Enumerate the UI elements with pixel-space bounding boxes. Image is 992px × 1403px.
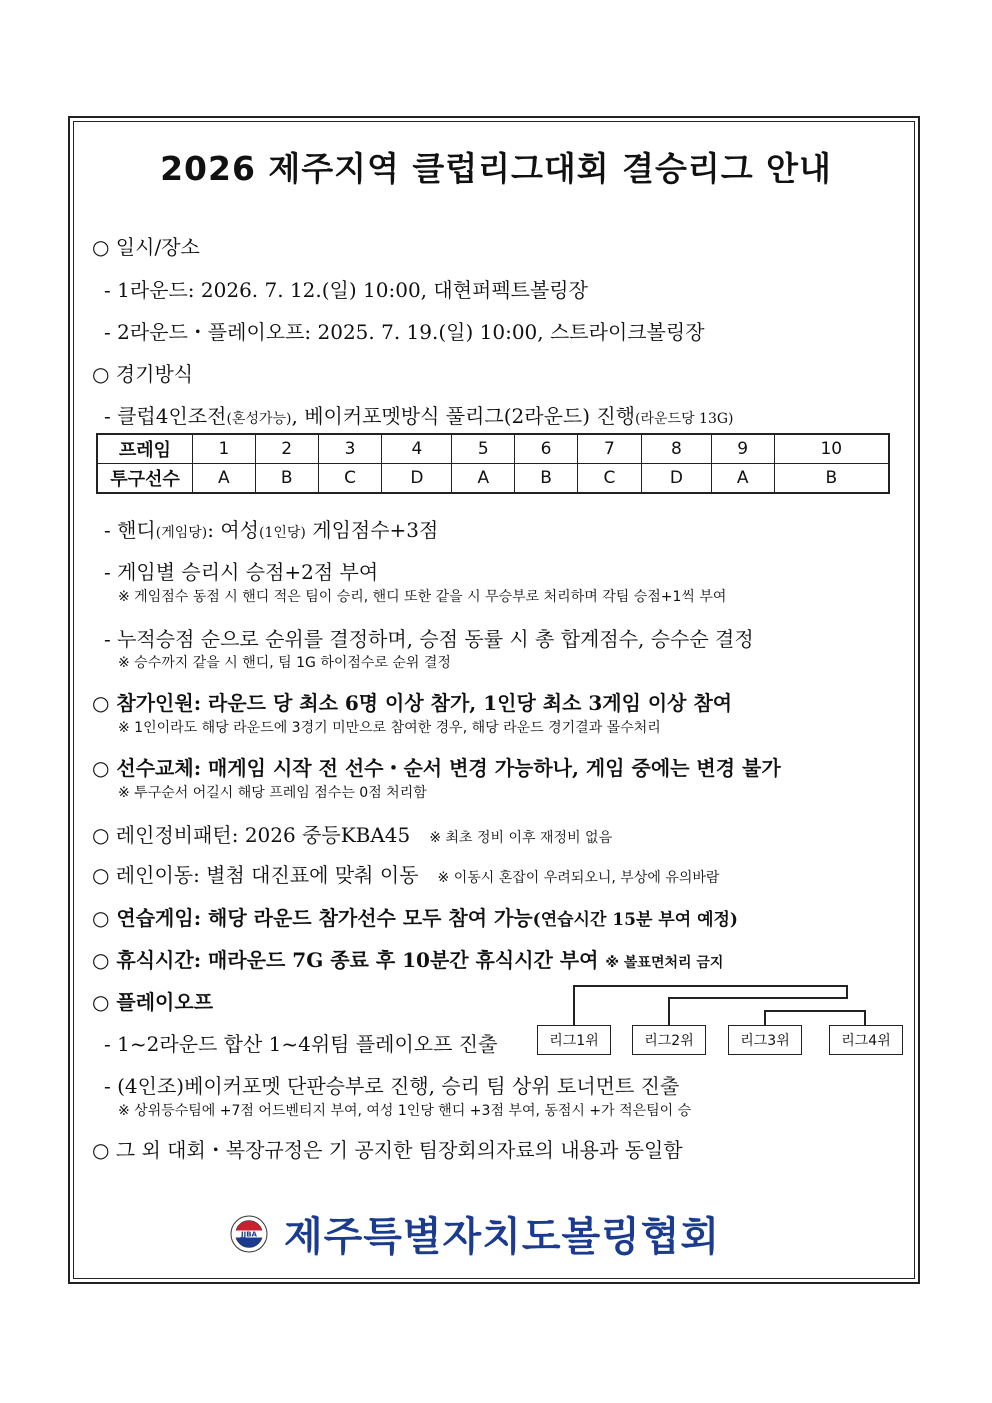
schedule-round2: - 2라운드・플레이오프: 2025. 7. 19.(일) 10:00, 스트라이크볼링장: [104, 320, 705, 344]
points-line: - 게임별 승리시 승점+2점 부여: [104, 560, 379, 584]
bracket-seed-1: 리그1위: [537, 1025, 611, 1055]
format-line: - 클럽4인조전(혼성가능), 베이커포멧방식 풀리그(2라운드) 진행(라운드당 13G): [104, 404, 734, 428]
rest-line: ○ 휴식시간: 매라운드 7G 종료 후 10분간 휴식시간 부여 ※ 볼표면처리 금지: [92, 948, 724, 972]
playoff-heading: ○ 플레이오프: [92, 990, 214, 1014]
bowler-cell: C: [318, 464, 382, 494]
svg-text:JJBA: JJBA: [241, 1230, 257, 1239]
ranking-note: ※ 승수까지 같을 시 핸디, 팀 1G 하이점수로 순위 결정: [118, 655, 451, 671]
frame-table: [96, 433, 890, 494]
frame-cell: 2: [255, 434, 318, 464]
bowler-cell: D: [641, 464, 711, 494]
bowler-cell: A: [193, 464, 256, 494]
organization-name: 제주특별자치도볼링협회: [284, 1214, 721, 1260]
frame-cell: 6: [515, 434, 578, 464]
bowler-row: [97, 464, 889, 494]
substitution-line: ○ 선수교체: 매게임 시작 전 선수・순서 변경 가능하나, 게임 중에는 변경 불가: [92, 756, 781, 780]
frame-cell: 3: [318, 434, 382, 464]
bowler-row-label: 투구선수: [97, 464, 193, 494]
bowler-cell: D: [382, 464, 452, 494]
handicap-line: - 핸디(게임당): 여성(1인당) 게임점수+3점: [104, 518, 439, 542]
frame-row-label: 프레임: [97, 434, 193, 464]
bowler-cell: B: [774, 464, 889, 494]
bowler-cell: B: [255, 464, 318, 494]
participants-line: ○ 참가인원: 라운드 당 최소 6명 이상 참가, 1인당 최소 3게임 이상 참여: [92, 691, 733, 715]
playoff-note: ※ 상위등수팀에 +7점 어드벤티지 부여, 여성 1인당 핸디 +3점 부여, 동점시 +가 적은팀이 승: [118, 1103, 692, 1119]
ranking-line: - 누적승점 순으로 순위를 결정하며, 승점 동률 시 총 합계점수, 승수순 결정: [104, 627, 754, 651]
bowler-cell: C: [578, 464, 642, 494]
format-heading: ○ 경기방식: [92, 362, 194, 386]
organization-signature: [230, 1205, 720, 1262]
practice-line: ○ 연습게임: 해당 라운드 참가선수 모두 참여 가능(연습시간 15분 부여 예정): [92, 906, 738, 930]
frame-cell: 8: [641, 434, 711, 464]
frame-cell: 7: [578, 434, 642, 464]
bowler-cell: A: [711, 464, 774, 494]
bracket-seed-4: 리그4위: [829, 1025, 903, 1055]
bowler-cell: A: [452, 464, 515, 494]
other-rules-line: ○ 그 외 대회・복장규정은 기 공지한 팀장회의자료의 내용과 동일함: [92, 1138, 683, 1162]
frame-cell: 1: [193, 434, 256, 464]
bracket-seed-2: 리그2위: [632, 1025, 706, 1055]
participants-note: ※ 1인이라도 해당 라운드에 3경기 미만으로 참여한 경우, 해당 라운드 경기결과 몰수처리: [118, 720, 661, 736]
document-title: 2026 제주지역 클럽리그대회 결승리그 안내: [160, 149, 832, 188]
frame-cell: 4: [382, 434, 452, 464]
association-logo-icon: [230, 1215, 268, 1253]
oil-line: ○ 레인정비패턴: 2026 중등KBA45 ※ 최초 정비 이후 재정비 없음: [92, 823, 613, 847]
playoff-line1: - 1~2라운드 합산 1~4위팀 플레이오프 진출: [104, 1032, 498, 1056]
lane-move-line: ○ 레인이동: 별첨 대진표에 맞춰 이동 ※ 이동시 혼잡이 우려되오니, 부상에 유의바람: [92, 863, 720, 887]
frame-cell: 10: [774, 434, 889, 464]
schedule-round1: - 1라운드: 2026. 7. 12.(일) 10:00, 대현퍼펙트볼링장: [104, 278, 588, 302]
frame-cell: 5: [452, 434, 515, 464]
bowler-cell: B: [515, 464, 578, 494]
substitution-note: ※ 투구순서 어길시 해당 프레임 점수는 0점 처리함: [118, 785, 427, 801]
points-note: ※ 게임점수 동점 시 핸디 적은 팀이 승리, 핸디 또한 같을 시 무승부로 처리하며 각팀 승점+1씩 부여: [118, 589, 727, 605]
bracket-seed-3: 리그3위: [728, 1025, 802, 1055]
frame-row: [97, 434, 889, 464]
schedule-heading: ○ 일시/장소: [92, 235, 200, 259]
playoff-line2: - (4인조)베이커포멧 단판승부로 진행, 승리 팀 상위 토너먼트 진출: [104, 1074, 680, 1098]
frame-cell: 9: [711, 434, 774, 464]
